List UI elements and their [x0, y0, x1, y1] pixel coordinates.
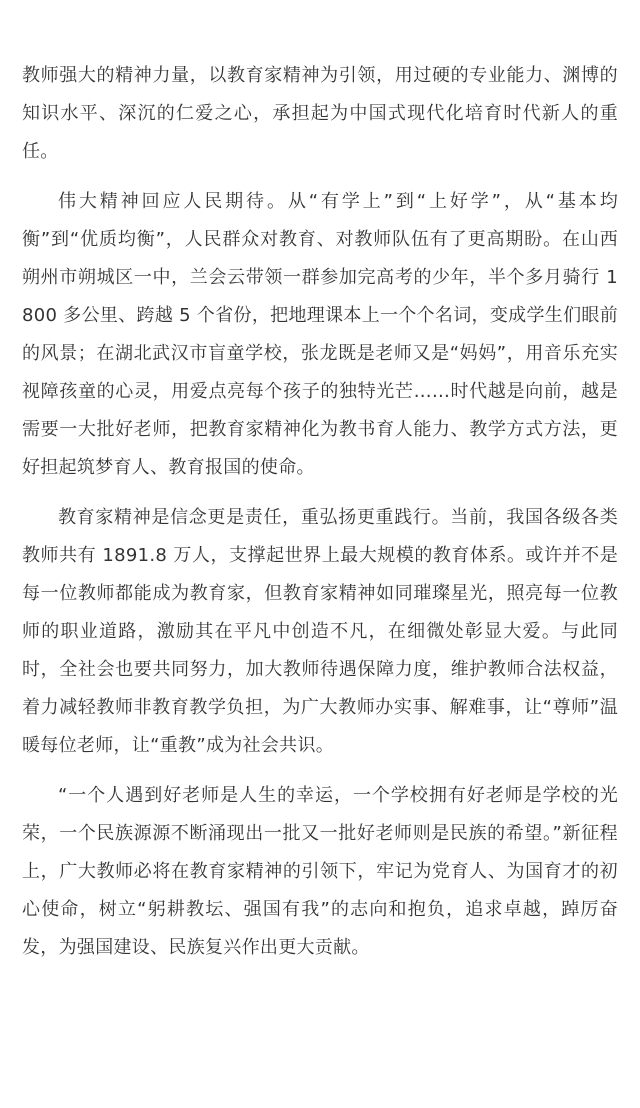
- article-paragraph-1: 教师强大的精神力量，以教育家精神为引领，用过硬的专业能力、渊博的知识水平、深沉的仁爱之心，承担起为中国式现代化培育时代新人的重任。: [22, 65, 618, 162]
- article-paragraph-3: 教育家精神是信念更是责任，重弘扬更重践行。当前，我国各级各类教师共有 1891.8 万人，支撑起世界上最大规模的教育体系。或许并不是每一位教师都能成为教育家，但教育家精神如同璀璨星光，照亮每一位教师的职业道路，激励其在平凡中创造不凡，在细微处彰显大爱。与此同时，全社会也要共同努力，加大教师待遇保障力度，维护教师合法权益，着力减轻教师非教育教学负担，为广大教师办实事、解难事，让“尊师”温暖每位老师，让“重教”成为社会共识。: [22, 507, 618, 756]
- article-paragraph-4: “一个人遇到好老师是人生的幸运，一个学校拥有好老师是学校的光荣，一个民族源源不断涌现出一批又一批好老师则是民族的希望。”新征程上，广大教师必将在教育家精神的引领下，牢记为党育人、为国育才的初心使命，树立“躬耕教坛、强国有我”的志向和抱负，追求卓越，踔厉奋发，为强国建设、民族复兴作出更大贡献。: [22, 785, 618, 958]
- article-paragraph-2: 伟大精神回应人民期待。从“有学上”到“上好学”，从“基本均衡”到“优质均衡”，人民群众对教育、对教师队伍有了更高期盼。在山西朔州市朔城区一中，兰会云带领一群参加完高考的少年，半个多月骑行 1800 多公里、跨越 5 个省份，把地理课本上一个个名词，变成学生们眼前的风景；在湖北武汉市盲童学校，张龙既是老师又是“妈妈”，用音乐充实视障孩童的心灵，用爱点亮每个孩子的独特光芒……时代越是向前，越是需要一大批好老师，把教育家精神化为教书育人能力、教学方式方法，更好担起筑梦育人、教育报国的使命。: [22, 191, 618, 478]
